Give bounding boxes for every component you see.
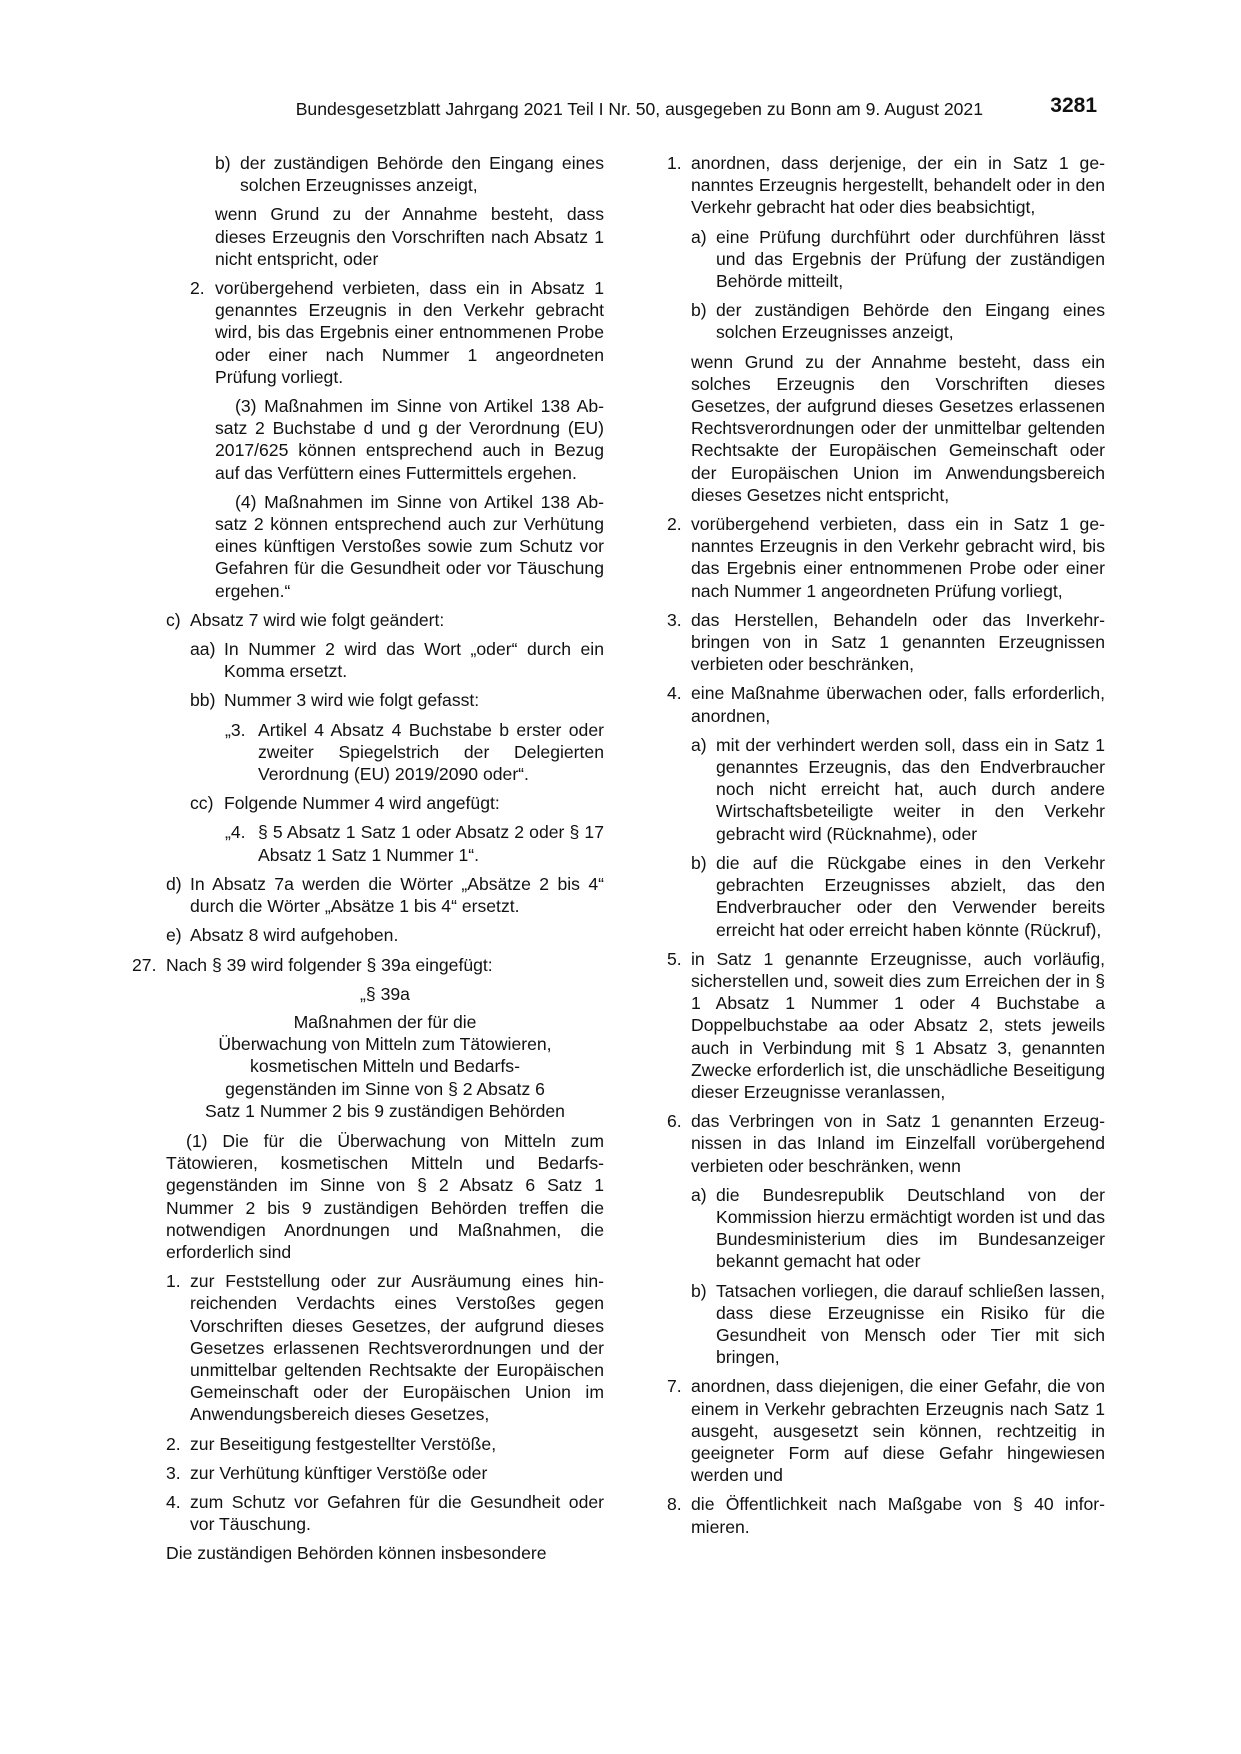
item-label: 6.: [667, 1111, 682, 1132]
item-label: b): [691, 300, 707, 321]
item-text: die auf die Rückgabe eines in den Verkehr gebrachten Erzeugnisses abzielt, das den Endverbraucher oder den Verwender bereits erreicht hat oder erreicht haben könnte (Rückruf),: [716, 852, 1105, 940]
item-text: § 5 Absatz 1 Satz 1 oder Absatz 2 oder § 17 Absatz 1 Satz 1 Nummer 1“.: [258, 822, 604, 865]
item-text: das Herstellen, Behandeln oder das Inverkehrbringen von in Satz 1 genannten Erzeugnissen verbieten oder beschränken,: [691, 609, 1105, 675]
item-text: Folgende Nummer 4 wird angefügt:: [224, 793, 500, 814]
section-number: „§ 39a: [360, 983, 410, 1004]
list-item-r4a: [667, 734, 1105, 845]
item-text: In Absatz 7a werden die Wörter „Absätze 2 bis 4“ durch die Wörter „Absätze 1 bis 4“ ersetzt.: [190, 873, 604, 917]
list-item-27: [132, 954, 604, 976]
list-item-r1: [667, 152, 1105, 219]
item-text: vorübergehend verbieten, dass ein in Absatz 1 genanntes Erzeugnis in den Verkehr gebracht wird, bis das Ergebnis einer entnommenen Probe oder einer nach Nummer 1 angeordneten Prüfung vorliegt.: [215, 278, 604, 387]
list-item-quote-4: [166, 821, 604, 865]
paragraph-absatz-1: (1) Die für die Überwachung von Mitteln zum Tätowieren, kosmetischen Mitteln und Bedarfsgegenständen im Sinne von § 2 Absatz 6 Satz 1 Nummer 2 bis 9 zuständigen Behörden treffen die notwendigen Anordnungen und Maßnahmen, die erforderlich sind: [166, 1130, 604, 1262]
item-label: 3.: [166, 1462, 181, 1483]
page-number: 3281: [1050, 94, 1097, 117]
item-label: b): [691, 852, 707, 873]
item-text: anordnen, dass derjenige, der ein in Satz 1 genanntes Erzeugnis hergestellt, behandelt oder in den Verkehr gebracht hat oder dies beabsichtigt,: [691, 153, 1105, 218]
item-label: 4.: [166, 1491, 181, 1512]
list-item-r6: [667, 1110, 1105, 1177]
item-text: das Verbringen von in Satz 1 genannten Erzeugnissen in das Inland im Einzelfall vorübergehend verbieten oder beschränken, wenn: [691, 1111, 1105, 1176]
item-label: 2.: [190, 278, 205, 299]
paragraph-absatz-3: (3) Maßnahmen im Sinne von Artikel 138 Absatz 2 Buchstabe d und g der Verordnung (EU) 2017/625 können entsprechend auch in Bezug auf das Verfüttern eines Futtermittels ergehen.: [215, 396, 604, 483]
item-text: Artikel 4 Absatz 4 Buchstabe b erster oder zweiter Spiegelstrich der Delegierten Verordnung (EU) 2019/2090 oder“.: [258, 719, 604, 785]
list-item-4: [166, 1491, 604, 1535]
section-heading-line: kosmetischen Mitteln und Bedarfs-: [250, 1056, 520, 1077]
item-text: Nummer 3 wird wie folgt gefasst:: [224, 690, 480, 711]
list-item-bb: [166, 689, 604, 711]
paragraph-absatz-4: (4) Maßnahmen im Sinne von Artikel 138 Absatz 2 können entsprechend auch zur Verhütung eines künftigen Verstoßes sowie zum Schutz vor Gefahren für die Gesundheit oder vor Täuschung ergehen.“: [215, 491, 604, 601]
item-label: bb): [190, 690, 216, 711]
list-item-2: [166, 277, 604, 388]
list-item-1: [166, 1270, 604, 1425]
item-label: 2.: [166, 1433, 181, 1454]
item-label: a): [691, 226, 707, 247]
item-label: d): [166, 873, 182, 894]
item-text: eine Maßnahme überwachen oder, falls erforderlich, anordnen,: [691, 683, 1105, 726]
list-item-b: [166, 152, 604, 196]
section-heading-line: Satz 1 Nummer 2 bis 9 zuständigen Behörden: [205, 1100, 565, 1121]
item-label: b): [691, 1280, 707, 1301]
item-text: zur Feststellung oder zur Ausräumung eines hinreichenden Verdachts eines Verstoßes gegen Vorschriften dieses Gesetzes, der aufgrund dieses Gesetzes erlassenen Rechtsverordnungen und der unmittelbar geltenden Rechtsakte der Europäischen Gemeinschaft oder der Europäischen Union im Anwendungsbereich dieses Gesetzes,: [190, 1271, 604, 1425]
section-heading-line: Überwachung von Mitteln zum Tätowieren,: [218, 1034, 552, 1055]
item-label: a): [691, 1184, 707, 1205]
list-item-d: [166, 873, 604, 917]
section-heading: [166, 1011, 604, 1122]
item-label: e): [166, 925, 182, 946]
paragraph-wenn: wenn Grund zu der Annahme besteht, dass dieses Erzeugnis den Vorschriften nach Absatz 1 nicht entspricht, oder: [215, 204, 604, 269]
item-label: 1.: [166, 1271, 181, 1292]
item-text: zum Schutz vor Gefahren für die Gesundheit oder vor Täuschung.: [190, 1491, 604, 1535]
item-text: Absatz 7 wird wie folgt geändert:: [190, 609, 445, 630]
list-item-aa: [166, 638, 604, 682]
item-label: aa): [190, 639, 216, 660]
item-text: Nach § 39 wird folgender § 39a eingefügt:: [166, 954, 493, 975]
item-text: zur Beseitigung festgestellter Verstöße,: [190, 1433, 497, 1454]
item-label: „4.: [225, 822, 246, 843]
item-text: In Nummer 2 wird das Wort „oder“ durch ein Komma ersetzt.: [224, 639, 604, 682]
item-label: 27.: [132, 954, 157, 975]
right-column: [667, 152, 1105, 1545]
item-text: vorübergehend verbieten, dass ein in Satz 1 genanntes Erzeugnis in den Verkehr gebracht wird, bis das Ergebnis einer entnommenen Probe oder einer nach Nummer 1 angeordneten Prüfung vorliegt,: [691, 514, 1105, 601]
item-text: die Öffentlichkeit nach Maßgabe von § 40 informieren.: [691, 1494, 1105, 1537]
left-column: [132, 152, 604, 1572]
section-heading-line: gegenständen im Sinne von § 2 Absatz 6: [225, 1078, 545, 1099]
list-item-3: [166, 1462, 604, 1484]
list-item-r4b: [667, 852, 1105, 941]
item-label: b): [215, 153, 231, 173]
item-label: 8.: [667, 1494, 682, 1515]
list-item-r6b: [667, 1280, 1105, 1369]
item-label: cc): [190, 793, 214, 814]
item-text: Absatz 8 wird aufgehoben.: [190, 925, 399, 946]
item-text: der zuständigen Behörde den Eingang eines solchen Erzeugnisses anzeigt,: [240, 153, 604, 196]
list-item-2b: [166, 1433, 604, 1455]
item-label: 5.: [667, 948, 682, 969]
item-text: der zuständigen Behörde den Eingang eines solchen Erzeugnisses anzeigt,: [716, 300, 1105, 343]
list-item-r2: [667, 513, 1105, 602]
page-header: [0, 94, 1241, 124]
item-label: 3.: [667, 609, 682, 630]
list-item-r1a: [667, 226, 1105, 293]
item-text: die Bundesrepublik Deutschland von der Kommission hierzu ermächtigt worden ist und das Bundesministerium dies im Bundesanzeiger bekannt gemacht hat oder: [716, 1184, 1105, 1272]
list-item-c: [166, 609, 604, 631]
item-text: mit der verhindert werden soll, dass ein in Satz 1 genanntes Erzeugnis, das den Endverbraucher noch nicht erreicht hat, auch durch andere Wirtschaftsbeteiligte weiter in den Verkehr gebracht wird (Rücknahme), oder: [716, 734, 1105, 844]
list-item-r3: [667, 609, 1105, 676]
list-item-e: [166, 924, 604, 946]
item-label: c): [166, 609, 181, 630]
item-text: zur Verhütung künftiger Verstöße oder: [190, 1462, 488, 1483]
item-label: „3.: [225, 719, 246, 740]
item-label: 7.: [667, 1376, 682, 1397]
running-title: Bundesgesetzblatt Jahrgang 2021 Teil I Nr. 50, ausgegeben zu Bonn am 9. August 2021: [295, 99, 983, 119]
list-item-r8: [667, 1493, 1105, 1537]
list-item-r7: [667, 1375, 1105, 1486]
list-item-r1b: [667, 299, 1105, 343]
item-text: anordnen, dass diejenigen, die einer Gefahr, die von einem in Verkehr gebrachten Erzeugnis nach Satz 1 ausgeht, ausgesetzt sein können, rechtzeitig in geeigneter Form auf diese Gefahr hingewiesen werden und: [691, 1376, 1105, 1486]
paragraph-r1-wenn: wenn Grund zu der Annahme besteht, dass ein solches Erzeugnis den Vorschriften dieses Gesetzes, der aufgrund dieses Gesetzes erlassenen Rechtsverordnungen oder der unmittelbar geltenden Rechtsakte der Europäischen Gemeinschaft oder der Europäischen Union im Anwendungsbereich dieses Gesetzes nicht entspricht,: [691, 351, 1105, 505]
section-heading-line: Maßnahmen der für die: [293, 1011, 477, 1032]
list-item-r5: [667, 948, 1105, 1103]
list-item-r4: [667, 682, 1105, 726]
list-item-quote-3: [166, 719, 604, 786]
item-text: Tatsachen vorliegen, die darauf schließen lassen, dass diese Erzeugnisse ein Risiko für die Gesundheit von Mensch oder Tier mit sich bringen,: [716, 1280, 1105, 1368]
item-text: in Satz 1 genannte Erzeugnisse, auch vorläufig, sicherstellen und, soweit dies zum Erreichen der in § 1 Absatz 1 Nummer 1 oder 4 Buchstabe a Doppelbuchstabe aa oder Absatz 2, stets jeweils auch in Verbindung mit § 1 Absatz 3, genannten Zwecke erforderlich ist, die unschädliche Beseitigung dieser Erzeugnisse veranlassen,: [691, 948, 1105, 1102]
item-label: 1.: [667, 153, 682, 173]
list-item-r6a: [667, 1184, 1105, 1273]
item-text: eine Prüfung durchführt oder durchführen lässt und das Ergebnis der Prüfung der zuständigen Behörde mitteilt,: [716, 226, 1105, 292]
item-label: 4.: [667, 683, 682, 704]
item-label: a): [691, 734, 707, 755]
item-label: 2.: [667, 514, 682, 535]
list-item-cc: [166, 792, 604, 814]
closing-sentence: Die zuständigen Behörden können insbesondere: [166, 1543, 547, 1564]
